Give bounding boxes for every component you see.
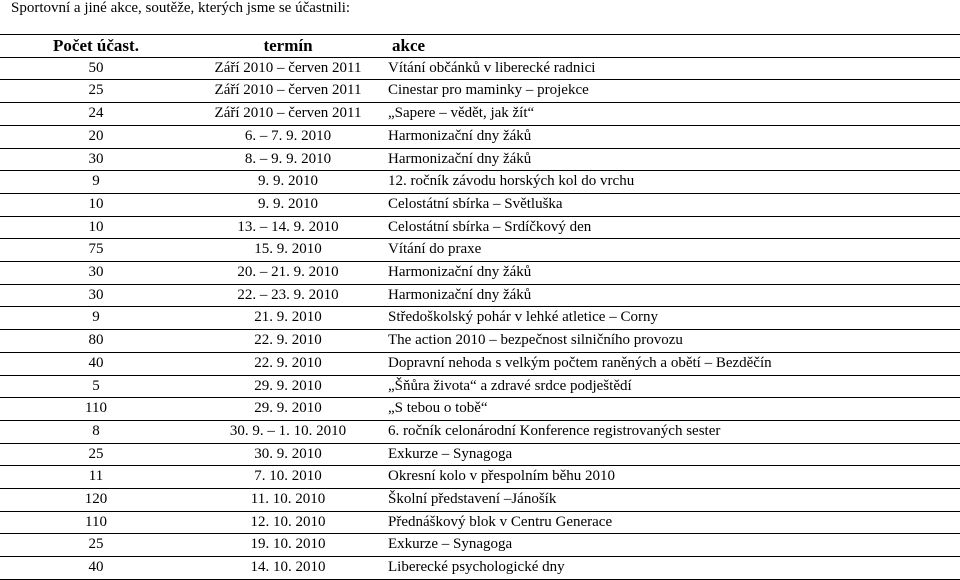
- cell-date: Září 2010 – červen 2011: [192, 57, 384, 80]
- cell-date: 22. 9. 2010: [192, 352, 384, 375]
- cell-count: 25: [0, 443, 192, 466]
- cell-date: 30. 9. 2010: [192, 443, 384, 466]
- table-row: [0, 420, 960, 443]
- cell-count: 50: [0, 57, 192, 80]
- table-row: [0, 80, 960, 103]
- cell-count: 120: [0, 489, 192, 512]
- cell-event: Vítání občánků v liberecké radnici: [384, 57, 960, 80]
- cell-event: Okresní kolo v přespolním běhu 2010: [384, 466, 960, 489]
- cell-count: 11: [0, 466, 192, 489]
- table-row: [0, 330, 960, 353]
- cell-event: Vítání do praxe: [384, 239, 960, 262]
- cell-date: 29. 9. 2010: [192, 398, 384, 421]
- cell-event: Exkurze – Synagoga: [384, 534, 960, 557]
- cell-date: 11. 10. 2010: [192, 489, 384, 512]
- table-row: [0, 307, 960, 330]
- table-row: [0, 398, 960, 421]
- cell-date: 7. 10. 2010: [192, 466, 384, 489]
- table-row: [0, 466, 960, 489]
- table-row: [0, 489, 960, 512]
- cell-count: 9: [0, 171, 192, 194]
- cell-event: Exkurze – Synagoga: [384, 443, 960, 466]
- cell-event: „Šňůra života“ a zdravé srdce podještědí: [384, 375, 960, 398]
- table-row: [0, 284, 960, 307]
- cell-count: 25: [0, 534, 192, 557]
- cell-count: 30: [0, 262, 192, 285]
- table-row: [0, 511, 960, 534]
- cell-date: 9. 9. 2010: [192, 193, 384, 216]
- table-row: [0, 239, 960, 262]
- cell-date: 12. 10. 2010: [192, 511, 384, 534]
- cell-event: Harmonizační dny žáků: [384, 125, 960, 148]
- cell-date: 30. 9. – 1. 10. 2010: [192, 420, 384, 443]
- cell-date: 21. 9. 2010: [192, 307, 384, 330]
- cell-event: Celostátní sbírka – Srdíčkový den: [384, 216, 960, 239]
- cell-count: 24: [0, 103, 192, 126]
- cell-event: „S tebou o tobě“: [384, 398, 960, 421]
- intro-text: Sportovní a jiné akce, soutěže, kterých jsme se účastnili:: [11, 0, 351, 16]
- table-row: [0, 375, 960, 398]
- cell-count: 40: [0, 557, 192, 580]
- cell-date: 22. 9. 2010: [192, 330, 384, 353]
- table-row: [0, 352, 960, 375]
- cell-count: 5: [0, 375, 192, 398]
- cell-date: 6. – 7. 9. 2010: [192, 125, 384, 148]
- cell-date: 14. 10. 2010: [192, 557, 384, 580]
- cell-count: 110: [0, 511, 192, 534]
- cell-date: 9. 9. 2010: [192, 171, 384, 194]
- cell-event: Dopravní nehoda s velkým počtem raněných a obětí – Bezděčín: [384, 352, 960, 375]
- header-count: Počet účast.: [0, 35, 192, 58]
- table-row: [0, 262, 960, 285]
- table-row: [0, 148, 960, 171]
- cell-date: 15. 9. 2010: [192, 239, 384, 262]
- table-body: [0, 57, 960, 579]
- cell-date: 13. – 14. 9. 2010: [192, 216, 384, 239]
- table-header-row: [0, 35, 960, 58]
- table-row: [0, 57, 960, 80]
- cell-event: 6. ročník celonárodní Konference registrovaných sester: [384, 420, 960, 443]
- cell-event: „Sapere – vědět, jak žít“: [384, 103, 960, 126]
- cell-event: Harmonizační dny žáků: [384, 148, 960, 171]
- cell-date: 8. – 9. 9. 2010: [192, 148, 384, 171]
- cell-count: 30: [0, 284, 192, 307]
- table-row: [0, 193, 960, 216]
- cell-event: Liberecké psychologické dny: [384, 557, 960, 580]
- cell-event: Přednáškový blok v Centru Generace: [384, 511, 960, 534]
- cell-event: 12. ročník závodu horských kol do vrchu: [384, 171, 960, 194]
- cell-count: 40: [0, 352, 192, 375]
- cell-count: 10: [0, 216, 192, 239]
- cell-count: 110: [0, 398, 192, 421]
- cell-event: Školní představení –Jánošík: [384, 489, 960, 512]
- cell-event: Celostátní sbírka – Světluška: [384, 193, 960, 216]
- table-row: [0, 103, 960, 126]
- cell-event: Cinestar pro maminky – projekce: [384, 80, 960, 103]
- header-date: termín: [192, 35, 384, 58]
- cell-count: 8: [0, 420, 192, 443]
- cell-event: Harmonizační dny žáků: [384, 262, 960, 285]
- cell-date: 19. 10. 2010: [192, 534, 384, 557]
- cell-count: 20: [0, 125, 192, 148]
- cell-event: Středoškolský pohár v lehké atletice – Corny: [384, 307, 960, 330]
- cell-event: Harmonizační dny žáků: [384, 284, 960, 307]
- cell-count: 30: [0, 148, 192, 171]
- cell-count: 9: [0, 307, 192, 330]
- header-event: akce: [384, 35, 960, 58]
- cell-count: 25: [0, 80, 192, 103]
- cell-date: 20. – 21. 9. 2010: [192, 262, 384, 285]
- table-row: [0, 534, 960, 557]
- cell-event: The action 2010 – bezpečnost silničního provozu: [384, 330, 960, 353]
- table-row: [0, 171, 960, 194]
- events-table: [0, 34, 960, 580]
- cell-count: 75: [0, 239, 192, 262]
- cell-date: 22. – 23. 9. 2010: [192, 284, 384, 307]
- cell-count: 10: [0, 193, 192, 216]
- table-row: [0, 125, 960, 148]
- cell-date: Září 2010 – červen 2011: [192, 80, 384, 103]
- cell-date: 29. 9. 2010: [192, 375, 384, 398]
- table-row: [0, 443, 960, 466]
- cell-date: Září 2010 – červen 2011: [192, 103, 384, 126]
- cell-count: 80: [0, 330, 192, 353]
- table-row: [0, 216, 960, 239]
